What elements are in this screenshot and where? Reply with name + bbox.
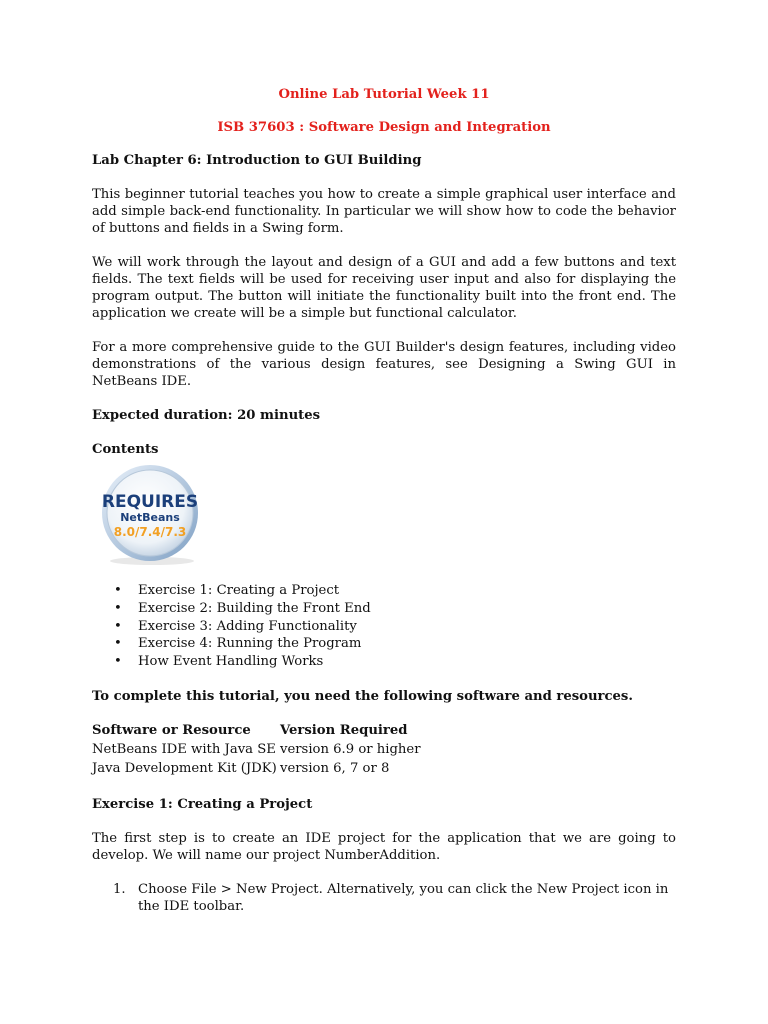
table-cell: version 6.9 or higher <box>280 741 421 757</box>
table-header-row <box>92 722 421 741</box>
intro-paragraph-2: We will work through the layout and design of a GUI and add a few buttons and text fields. The text fields will be used for receiving user input and also for displaying the program output. The button will initiate the functionality built into the front end. The application we create will be a simple but functional calculator. <box>92 255 676 321</box>
table-cell: NetBeans IDE with Java SE <box>92 741 276 757</box>
table-row <box>92 741 421 760</box>
table-cell: Java Development Kit (JDK) <box>92 760 277 776</box>
contents-link[interactable]: Exercise 4: Running the Program <box>138 636 362 652</box>
badge-line2: NetBeans <box>120 511 180 524</box>
bullet-icon: • <box>114 636 122 652</box>
list-item[interactable] <box>92 600 676 618</box>
contents-link[interactable]: How Event Handling Works <box>138 654 324 670</box>
requirements-table <box>92 722 421 779</box>
expected-duration: Expected duration: 20 minutes <box>92 408 321 423</box>
badge-line3: 8.0/7.4/7.3 <box>113 525 187 539</box>
column-header: Version Required <box>280 722 408 738</box>
intro-paragraph-1: This beginner tutorial teaches you how to create a simple graphical user interface and add simple back-end functionality. In particular we will show how to code the behavior of buttons and fields in a Swing form. <box>92 187 676 236</box>
contents-link[interactable]: Exercise 3: Adding Functionality <box>138 618 357 634</box>
bullet-icon: • <box>114 583 122 598</box>
netbeans-requires-badge <box>92 463 676 567</box>
exercise1-heading: Exercise 1: Creating a Project <box>92 796 313 812</box>
table-row <box>92 760 421 779</box>
requirements-heading: To complete this tutorial, you need the following software and resources. <box>92 688 633 704</box>
list-item[interactable] <box>92 582 676 600</box>
column-header: Software or Resource <box>92 722 251 738</box>
document-content <box>92 86 676 915</box>
step-number: 1. <box>113 881 126 897</box>
badge-icon <box>92 463 212 567</box>
badge-line1: REQUIRES <box>101 492 199 512</box>
contents-link[interactable]: Exercise 2: Building the Front End <box>138 600 371 616</box>
bullet-icon: • <box>114 654 122 670</box>
exercise1-steps <box>92 881 676 915</box>
bullet-icon: • <box>114 600 122 616</box>
document-title: Online Lab Tutorial Week 11 <box>278 87 490 102</box>
course-title: ISB 37603 : Software Design and Integration <box>217 120 551 135</box>
list-item[interactable] <box>92 618 676 636</box>
contents-link[interactable]: Exercise 1: Creating a Project <box>138 583 340 598</box>
exercise1-intro: The first step is to create an IDE project for the application that we are going to develop. We will name our project NumberAddition. <box>92 830 676 863</box>
list-item[interactable] <box>92 635 676 653</box>
table-cell: version 6, 7 or 8 <box>280 760 390 776</box>
contents-heading: Contents <box>92 442 159 457</box>
contents-list <box>92 582 676 671</box>
chapter-heading: Lab Chapter 6: Introduction to GUI Building <box>92 153 422 168</box>
list-item <box>92 881 676 915</box>
bullet-icon: • <box>114 618 122 634</box>
intro-paragraph-3: For a more comprehensive guide to the GUI Builder's design features, including video demonstrations of the various design features, see Designing a Swing GUI in NetBeans IDE. <box>92 340 676 389</box>
list-item[interactable] <box>92 653 676 671</box>
step-text: Choose File > New Project. Alternatively, you can click the New Project icon in the IDE toolbar. <box>138 881 669 914</box>
